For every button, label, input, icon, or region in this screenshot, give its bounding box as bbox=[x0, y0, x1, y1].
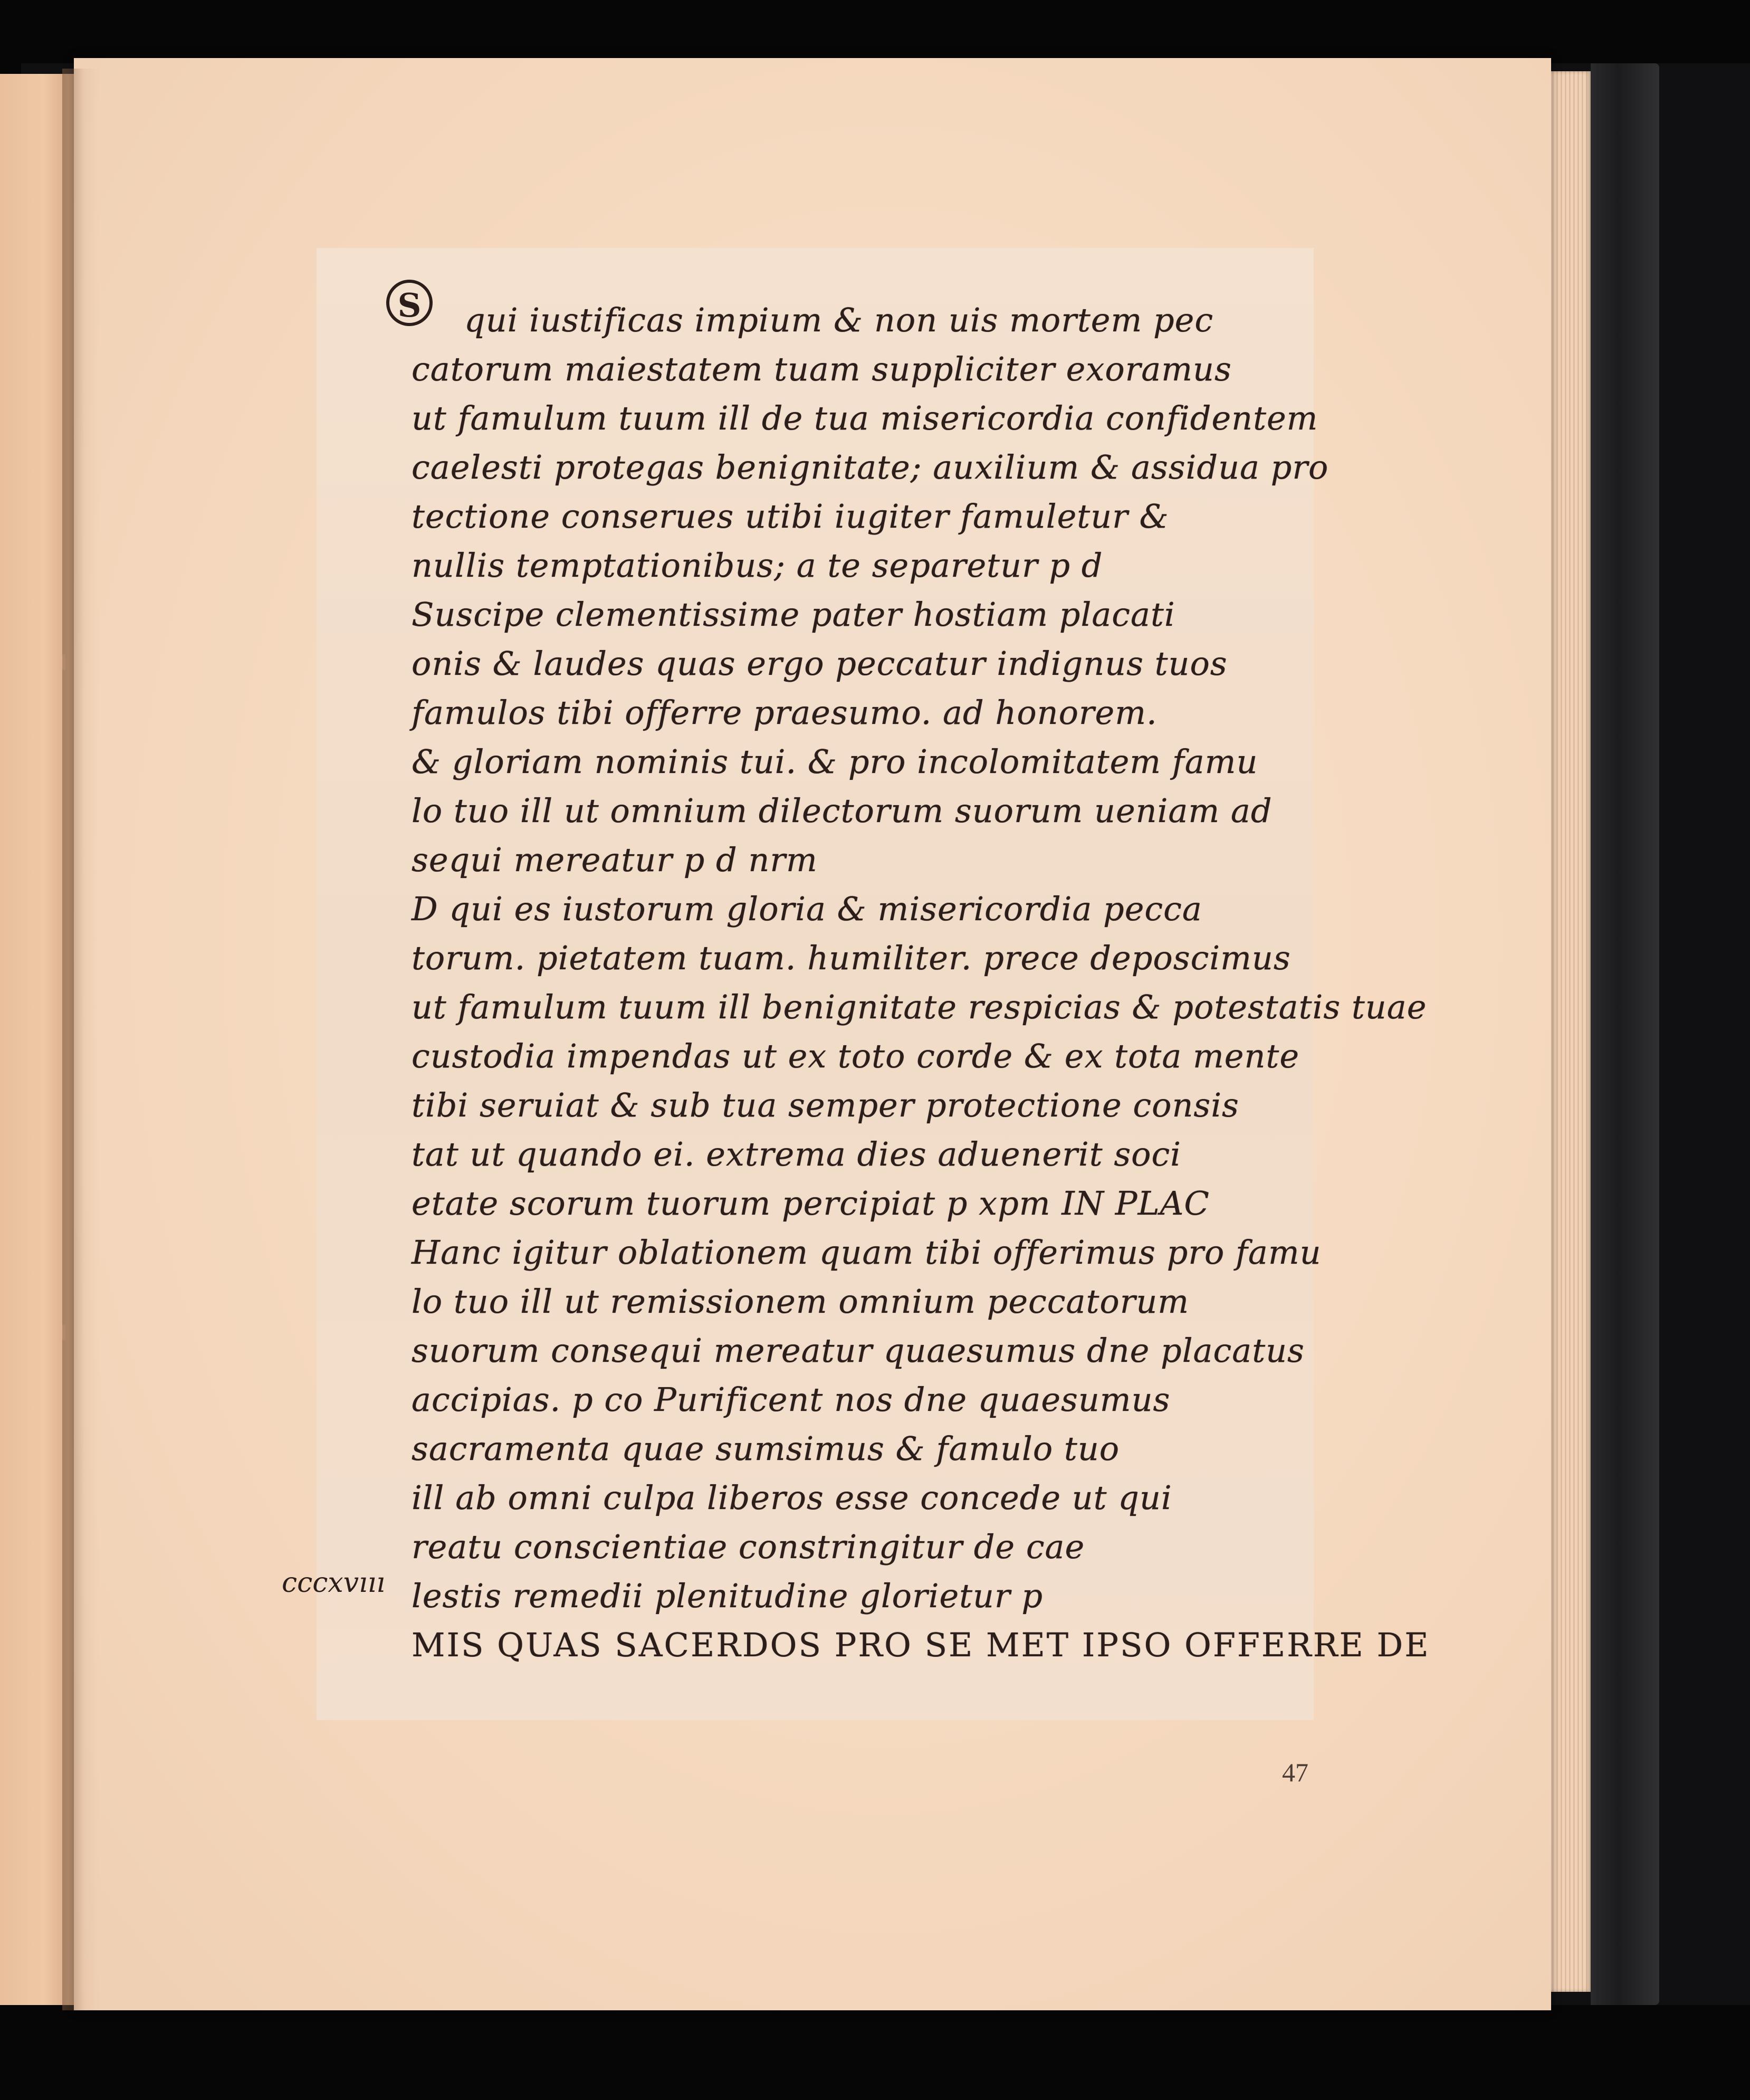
decorated-initial: S bbox=[386, 280, 433, 326]
manuscript-line: qui iustificas impium & non uis mortem pec bbox=[464, 301, 1214, 339]
manuscript-line: tat ut quando ei. extrema dies aduenerit soci bbox=[412, 1135, 1182, 1173]
manuscript-line: lo tuo ill ut remissionem omnium peccatorum bbox=[412, 1282, 1190, 1321]
manuscript-line: onis & laudes quas ergo peccatur indignus tuos bbox=[412, 644, 1228, 683]
manuscript-line: tectione conserues utibi iugiter famuletur & bbox=[412, 497, 1169, 536]
manuscript-line: & gloriam nominis tui. & pro incolomitatem famu bbox=[412, 742, 1258, 781]
margin-folio-number: cccxvııı bbox=[282, 1567, 385, 1599]
manuscript-text bbox=[412, 295, 1430, 1669]
book-cover bbox=[1591, 63, 1659, 2005]
manuscript-line: torum. pietatem tuam. humiliter. prece deposcimus bbox=[412, 939, 1291, 977]
manuscript-line: etate scorum tuorum percipiat p xpm IN PLAC bbox=[412, 1184, 1210, 1223]
manuscript-line: Suscipe clementissime pater hostiam placati bbox=[412, 595, 1175, 634]
manuscript-rubric-line: MIS QUAS SACERDOS PRO SE MET IPSO OFFERRE DE bbox=[412, 1626, 1430, 1664]
manuscript-line: caelesti protegas benignitate; auxilium & assidua pro bbox=[412, 448, 1329, 486]
manuscript-line: famulos tibi offerre praesumo. ad honorem. bbox=[412, 693, 1158, 732]
manuscript-line: ill ab omni culpa liberos esse concede ut qui bbox=[412, 1478, 1172, 1517]
manuscript-line: tibi seruiat & sub tua semper protectione consis bbox=[412, 1086, 1239, 1124]
gutter-shadow bbox=[62, 69, 99, 2010]
manuscript-line: suorum consequi mereatur quaesumus dne placatus bbox=[412, 1331, 1305, 1370]
manuscript-plate bbox=[282, 248, 1430, 1720]
page-number: 47 bbox=[1282, 1758, 1308, 1787]
manuscript-line: ut famulum tuum ill de tua misericordia confidentem bbox=[412, 399, 1318, 437]
manuscript-line: lestis remedii plenitudine glorietur p bbox=[412, 1577, 1044, 1615]
manuscript-line: catorum maiestatem tuam suppliciter exoramus bbox=[412, 350, 1232, 388]
background-top bbox=[0, 0, 1750, 63]
manuscript-line: accipias. p co Purificent nos dne quaesumus bbox=[412, 1380, 1171, 1419]
binding-thread bbox=[62, 654, 65, 670]
manuscript-line: D qui es iustorum gloria & misericordia pecca bbox=[412, 890, 1202, 928]
manuscript-line: Hanc igitur oblationem quam tibi offerimus pro famu bbox=[412, 1233, 1322, 1272]
manuscript-line: ut famulum tuum ill benignitate respicias & potestatis tuae bbox=[412, 988, 1427, 1026]
manuscript-line: reatu conscientiae constringitur de cae bbox=[412, 1528, 1085, 1566]
manuscript-line: nullis temptationibus; a te separetur p d bbox=[412, 546, 1103, 585]
binding-thread bbox=[62, 1324, 65, 1340]
manuscript-line: custodia impendas ut ex toto corde & ex tota mente bbox=[412, 1037, 1300, 1075]
background-bottom bbox=[0, 2005, 1750, 2100]
manuscript-line: sequi mereatur p d nrm bbox=[412, 841, 818, 879]
manuscript-line: sacramenta quae sumsimus & famulo tuo bbox=[412, 1429, 1120, 1468]
manuscript-line: lo tuo ill ut omnium dilectorum suorum ueniam ad bbox=[412, 791, 1273, 830]
